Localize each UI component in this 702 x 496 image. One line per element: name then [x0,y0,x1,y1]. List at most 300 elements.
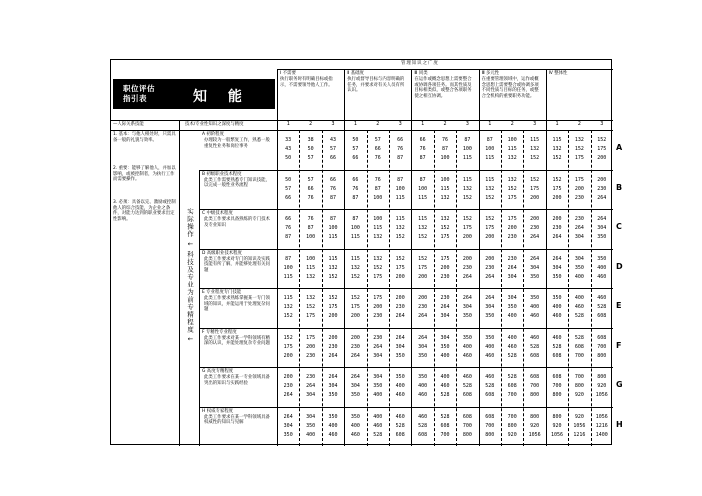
value-cell: 400 [574,273,584,280]
value-cell: 152 [328,273,338,280]
value-cell: 1400 [595,431,608,438]
value-cell: 100 [306,255,316,262]
value-cell: 152 [283,334,293,341]
value-cell: 200 [418,295,428,301]
value-cell: 100 [283,264,293,271]
value-cell: 608 [597,313,607,319]
value-cell: 230 [597,185,607,192]
value-cell: 132 [485,185,495,192]
level-header-label: Ⅱ 基础度 [347,71,364,76]
value-cell: 200 [328,334,338,341]
value-cell: 57 [285,185,292,192]
value-cell: 230 [440,295,450,301]
row-desc-title: G 高度专精程度 [202,369,234,374]
value-cell: 115 [395,216,405,222]
value-cell: 152 [462,216,472,222]
value-cell: 700 [574,374,584,380]
sub-number: 2 [577,121,581,127]
value-cell: 350 [597,234,607,240]
value-cell: 100 [507,137,517,143]
sub-number: 1 [555,121,559,127]
value-cell: 87 [397,155,404,161]
value-cell: 304 [597,225,607,231]
row-desc: 办理较为一般繁复工作，熟悉一般重复性业务和岗位事务 [204,138,270,149]
value-cell: 608 [574,343,584,350]
value-cell: 350 [530,295,540,301]
value-cell: 115 [350,255,360,262]
value-cell: 304 [350,383,360,389]
value-cell: 66 [397,137,404,143]
value-cell: 800 [530,392,540,398]
row-desc: 此类工作要求熟练掌握某一专门领域的知识，并能运用于处理复杂问题 [204,296,270,313]
value-cell: 264 [395,313,405,319]
value-cell: 608 [552,352,562,359]
value-cell: 132 [507,155,517,161]
value-cell: 400 [440,374,450,380]
value-cell: 1056 [595,413,608,420]
value-cell: 132 [395,225,405,231]
value-cell: 400 [552,304,562,310]
value-cell: 304 [552,264,562,271]
value-cell: 175 [418,264,428,271]
value-cell: 608 [462,392,472,398]
value-cell: 460 [462,374,472,380]
value-cell: 152 [507,185,517,192]
value-cell: 57 [329,146,336,152]
value-cell: 175 [552,185,562,192]
value-cell: 264 [283,413,293,420]
value-cell: 152 [395,255,405,262]
row-desc: 此类工作要求在某一专业领域具备突出的知识与实践经验 [204,375,270,386]
value-cell: 152 [418,255,428,262]
value-cell: 76 [397,146,404,152]
value-cell: 460 [418,392,428,398]
value-cell: 100 [462,146,472,152]
value-cell: 304 [306,392,316,398]
value-cell: 608 [552,374,562,380]
value-cell: 608 [395,431,405,438]
value-cell: 800 [485,431,495,438]
value-cell: 350 [395,374,405,380]
value-cell: 66 [285,194,292,201]
value-cell: 608 [597,334,607,341]
value-cell: 115 [530,137,540,143]
value-cell: 264 [306,383,316,389]
value-cell: 100 [328,225,338,231]
value-cell: 152 [283,313,293,319]
value-cell: 100 [373,194,383,201]
level-header-desc: 执行职务时有明确目标或指示，不需要领导他人工作。 [280,77,333,88]
value-cell: 230 [306,352,316,359]
value-cell: 264 [328,374,338,380]
value-cell: 230 [418,304,428,310]
value-cell: 87 [397,176,404,183]
value-cell: 400 [440,352,450,359]
row-desc: 此类工作要求对某一学科领域有精深的认识，并能处理复杂专业问题 [204,335,270,347]
sub-number: 2 [443,121,447,127]
value-cell: 528 [462,383,472,389]
value-cell: 175 [440,255,450,262]
value-cell: 230 [507,234,517,240]
value-cell: 152 [530,176,540,183]
level-header-desc: 执行或督导目标与内容明确的任务，并要求对有关人员有所认识。 [347,77,405,94]
value-cell: 175 [574,176,584,183]
value-cell: 100 [395,185,405,192]
value-cell: 920 [574,413,584,420]
value-cell: 700 [530,383,540,389]
value-cell: 175 [574,155,584,161]
value-cell: 400 [395,383,405,389]
row-divider [199,170,613,171]
value-cell: 132 [574,137,584,143]
value-cell: 152 [485,194,495,201]
value-cell: 460 [485,374,495,380]
value-cell: 132 [373,234,383,240]
value-cell: 304 [440,334,450,341]
value-cell: 87 [285,234,292,240]
row-letter: D [616,261,623,271]
value-cell: 460 [395,392,405,398]
value-cell: 350 [283,431,293,438]
value-cell: 50 [285,176,292,183]
row-letter: G [616,380,623,389]
value-cell: 152 [350,295,360,301]
value-cell: 264 [485,273,495,280]
value-cell: 87 [352,194,359,201]
value-cell: 304 [574,234,584,240]
row-desc: 此类工作要求具备熟练的专门技术及专业知识 [204,217,270,228]
value-cell: 66 [329,176,336,183]
value-cell: 200 [283,374,293,380]
value-cell: 152 [395,234,405,240]
row-desc-title: E 专业程度专门技能 [202,290,242,295]
value-cell: 350 [350,392,360,398]
value-cell: 920 [530,422,540,429]
value-cell: 304 [418,343,428,350]
value-cell: 200 [485,255,495,262]
value-cell: 460 [507,343,517,350]
value-cell: 350 [597,255,607,262]
row-divider [199,328,613,329]
value-cell: 200 [462,255,472,262]
value-cell: 608 [485,392,495,398]
value-cell: 76 [419,146,426,152]
left-header: —人际关系技能 [113,122,144,127]
value-cell: 460 [552,313,562,319]
value-cell: 175 [485,225,495,231]
value-cell: 200 [597,155,607,161]
value-cell: 920 [597,383,607,389]
value-cell: 700 [507,413,517,420]
value-cell: 132 [306,273,316,280]
top-header: 管理知识之广度 [401,61,439,66]
value-cell: 175 [306,313,316,319]
value-cell: 460 [462,352,472,359]
value-cell: 175 [306,334,316,341]
value-cell: 264 [530,255,540,262]
value-cell: 132 [440,194,450,201]
row-divider [199,407,613,408]
value-cell: 800 [552,392,562,398]
value-cell: 200 [373,304,383,310]
value-cell: 700 [462,422,472,429]
title-left-line2: 指引表 [123,94,147,103]
value-cell: 1056 [528,431,541,438]
value-cell: 400 [418,383,428,389]
value-cell: 132 [373,255,383,262]
value-cell: 115 [440,185,450,192]
value-cell: 350 [373,383,383,389]
value-cell: 175 [507,194,517,201]
value-cell: 66 [352,155,359,161]
value-cell: 460 [418,413,428,420]
value-cell: 87 [419,155,426,161]
value-cell: 87 [441,146,448,152]
value-cell: 528 [507,374,517,380]
row-desc: 此类工作要求对专门的知识及实践技能有所了解，并能够处理有关问题 [204,256,270,273]
value-cell: 304 [328,383,338,389]
title-left-line1: 职位评估 [123,84,155,93]
value-cell: 230 [574,194,584,201]
value-cell: 132 [552,146,562,152]
value-cell: 528 [395,422,405,429]
value-cell: 528 [597,304,607,310]
value-cell: 920 [552,422,562,429]
value-cell: 43 [329,137,336,143]
value-cell: 608 [462,413,472,420]
value-cell: 350 [418,374,428,380]
value-cell: 57 [374,137,381,143]
value-cell: 528 [373,431,383,438]
value-cell: 400 [574,295,584,301]
value-cell: 175 [507,216,517,222]
value-cell: 608 [507,383,517,389]
value-cell: 304 [530,264,540,271]
value-cell: 460 [350,431,360,438]
value-cell: 400 [507,313,517,319]
row-divider [199,288,613,289]
value-cell: 264 [328,352,338,359]
value-cell: 175 [530,185,540,192]
value-cell: 66 [374,146,381,152]
value-cell: 608 [440,422,450,429]
value-cell: 76 [374,176,381,183]
value-cell: 608 [530,352,540,359]
value-cell: 400 [328,422,338,429]
row-letter: B [616,182,623,192]
value-cell: 350 [395,352,405,359]
value-cell: 100 [373,216,383,222]
value-cell: 230 [328,343,338,350]
value-cell: 400 [507,334,517,341]
value-cell: 115 [306,264,316,271]
value-cell: 230 [574,216,584,222]
value-cell: 264 [552,255,562,262]
value-cell: 608 [530,374,540,380]
value-cell: 264 [418,334,428,341]
value-cell: 50 [285,155,292,161]
value-cell: 175 [350,304,360,310]
value-cell: 264 [530,234,540,240]
value-cell: 132 [350,264,360,271]
value-cell: 400 [485,343,495,350]
value-cell: 100 [485,146,495,152]
value-cell: 350 [306,422,316,429]
value-cell: 460 [597,295,607,301]
value-cell: 87 [419,176,426,183]
value-cell: 350 [552,273,562,280]
value-cell: 115 [328,255,338,262]
value-cell: 350 [440,343,450,350]
value-cell: 1056 [595,392,608,398]
value-cell: 528 [552,343,562,350]
value-cell: 200 [574,185,584,192]
value-cell: 264 [350,374,360,380]
value-cell: 700 [574,352,584,359]
value-cell: 350 [485,334,495,341]
value-cell: 115 [462,176,472,183]
value-cell: 700 [440,431,450,438]
value-cell: 175 [328,304,338,310]
row-letter: E [616,301,622,310]
value-cell: 115 [485,176,495,183]
sub-number: 3 [331,121,335,127]
sub-number: 2 [376,121,380,127]
value-cell: 115 [418,216,428,222]
value-cell: 200 [530,216,540,222]
sub-number: 3 [398,121,402,127]
value-cell: 152 [373,264,383,271]
row-divider [199,249,613,250]
value-cell: 38 [307,137,314,143]
value-cell: 152 [328,295,338,301]
value-cell: 350 [530,273,540,280]
value-cell: 115 [328,234,338,240]
row-desc-title: B 初级职业技术程度 [202,171,242,177]
value-cell: 400 [373,392,383,398]
value-cell: 175 [597,146,607,152]
value-cell: 132 [306,295,316,301]
sub-number: 2 [510,121,514,127]
value-cell: 132 [283,304,293,310]
value-cell: 66 [307,185,314,192]
row-desc: 此类工作要求在某一学科领域具备权威性的知识与见解 [204,414,270,426]
value-cell: 608 [418,431,428,438]
value-cell: 66 [352,176,359,183]
left-skill-item: 3. 必须：具备以完、激励或控制他人的综合技能，为企业之条件，对能力达到的职业要求出定性影响。 [113,200,176,222]
value-cell: 400 [597,264,607,271]
value-cell: 230 [507,255,517,262]
row-desc-title: D 高级职业技术程度 [202,250,242,256]
value-cell: 460 [597,273,607,280]
value-cell: 230 [440,273,450,280]
value-cell: 350 [507,304,517,310]
value-cell: 115 [283,273,293,280]
level-header-label: Ⅲ 多元性 [481,71,500,76]
value-cell: 920 [507,431,517,438]
value-cell: 200 [440,264,450,271]
left-skill-item: 2. 重要：能够了解他人，并加以影响，或被控制者，为执行工作而需要操作。 [113,166,176,183]
value-cell: 175 [283,343,293,350]
value-cell: 800 [552,413,562,420]
title-right: 知 能 [193,89,250,105]
value-cell: 264 [507,264,517,271]
value-cell: 460 [373,422,383,429]
value-cell: 350 [418,352,428,359]
value-cell: 152 [485,216,495,222]
value-cell: 175 [462,225,472,231]
value-cell: 528 [507,352,517,359]
value-cell: 304 [485,304,495,310]
value-cell: 350 [485,313,495,319]
value-cell: 152 [462,194,472,201]
row-divider [199,367,613,368]
right-title: 技术/专业性知识之深度与精度 [185,122,244,127]
value-cell: 460 [574,304,584,310]
value-cell: 304 [462,304,472,310]
sub-number: 1 [488,121,492,127]
value-cell: 230 [306,374,316,380]
row-desc-title: C 中级技术程度 [202,211,233,216]
value-cell: 264 [462,295,472,301]
value-cell: 528 [530,343,540,350]
row-letter: F [616,340,622,350]
value-cell: 76 [441,137,448,143]
value-cell: 460 [552,334,562,341]
row-letter: A [616,143,623,152]
value-cell: 152 [552,155,562,161]
value-cell: 175 [440,234,450,240]
value-cell: 50 [307,146,314,152]
value-cell: 800 [462,431,472,438]
value-cell: 76 [374,155,381,161]
value-cell: 264 [597,216,607,222]
value-cell: 304 [283,422,293,429]
value-cell: 528 [574,334,584,341]
value-cell: 132 [507,176,517,183]
value-cell: 230 [530,225,540,231]
value-cell: 350 [328,392,338,398]
value-cell: 304 [507,295,517,301]
evaluation-sheet [110,59,612,445]
value-cell: 800 [597,352,607,359]
value-cell: 100 [306,234,316,240]
value-cell: 700 [507,392,517,398]
level-header-label: Ⅲ 同类 [414,71,428,76]
value-cell: 230 [552,225,562,231]
row-desc: 此类工作需要熟悉专门知识技能，以完成一般性业务流程 [204,177,270,189]
value-cell: 304 [373,374,383,380]
value-cell: 76 [307,216,314,222]
value-cell: 132 [328,264,338,271]
value-cell: 264 [440,304,450,310]
value-cell: 460 [395,413,405,420]
value-cell: 304 [306,413,316,420]
value-cell: 87 [285,255,292,262]
value-cell: 304 [440,313,450,319]
level-header-desc: 在运作或概念思想上需要整合或协调各项任务。而其性质及目标相类似，或整合各项职务使之相互协调。 [414,77,472,99]
value-cell: 230 [462,264,472,271]
value-cell: 132 [440,216,450,222]
value-cell: 200 [350,334,360,341]
value-cell: 115 [283,295,293,301]
value-cell: 350 [328,413,338,420]
value-cell: 1216 [595,422,608,429]
value-cell: 175 [395,264,405,271]
value-cell: 304 [507,273,517,280]
value-cell: 76 [352,185,359,192]
value-cell: 230 [373,313,383,319]
